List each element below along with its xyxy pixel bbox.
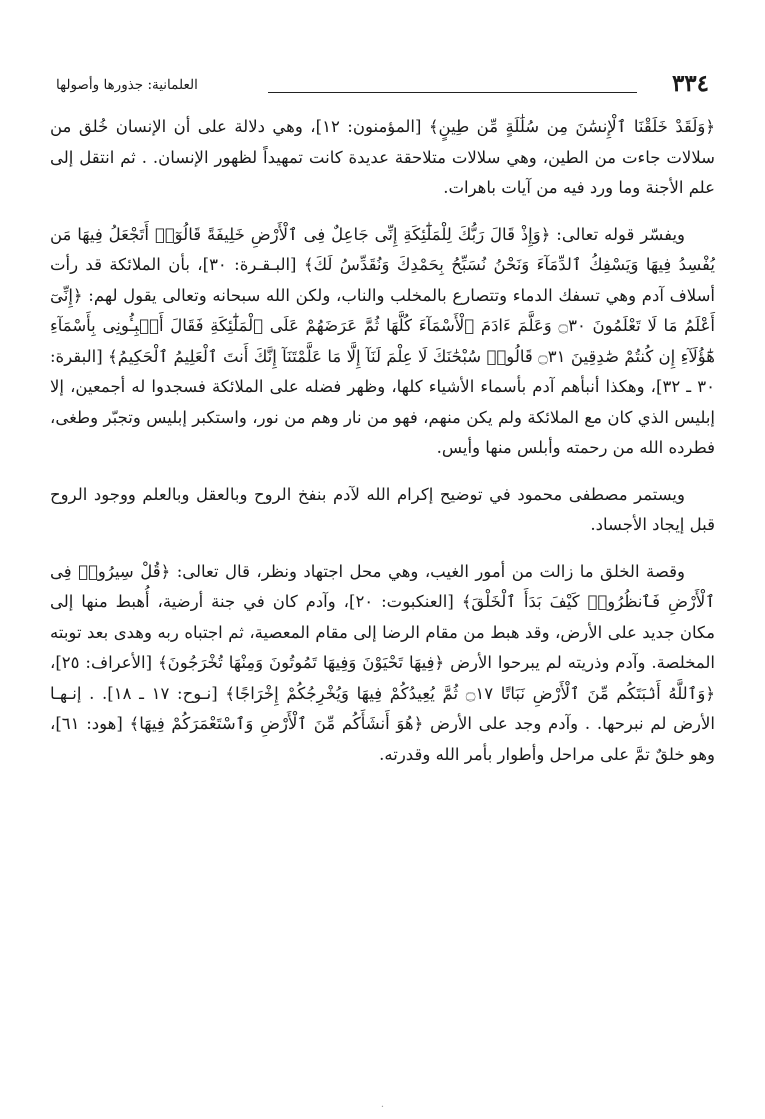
footer-mark: · <box>380 1102 385 1113</box>
header-rule <box>268 92 637 93</box>
paragraph-2: ويفسّر قوله تعالى: ﴿وَإِذْ قَالَ رَبُّكَ لِلْمَلَٰٓئِكَةِ إِنِّى جَاعِلٌ فِى ٱلْأَرْضِ خَلِيفَةً قَالُوٓا۟ أَتَجْعَلُ فِيهَا مَن يُفْسِدُ فِيهَا وَيَسْفِكُ ٱلدِّمَآءَ وَنَحْنُ نُسَبِّحُ بِحَمْدِكَ وَنُقَدِّسُ لَكَ﴾ [البـقـرة: ٣٠]، بأن الملائكة قد رأت أسلاف آدم وهي تسفك الدماء وتتصارع بالمخلب والناب، ولكن الله سبحانه وتعالى يقول لهم: ﴿إِنِّىٓ أَعْلَمُ مَا لَا تَعْلَمُونَ ۝٣٠ وَعَلَّمَ ءَادَمَ ٱلْأَسْمَآءَ كُلَّهَا ثُمَّ عَرَضَهُمْ عَلَى ٱلْمَلَٰٓئِكَةِ فَقَالَ أَنۢبِـُٔونِى بِأَسْمَآءِ هَٰٓؤُلَآءِ إِن كُنتُمْ صَٰدِقِينَ ۝٣١ قَالُوا۟ سُبْحَٰنَكَ لَا عِلْمَ لَنَآ إِلَّا مَا عَلَّمْتَنَآ إِنَّكَ أَنتَ ٱلْعَلِيمُ ٱلْحَكِيمُ﴾ [البقرة: ٣٠ ـ ٣٢]، وهكذا أنبأهم آدم بأسماء الأشياء كلها، وظهر فضله على الملائكة فسجدوا له أجمعين، إلا إبليس الذي كان مع الملائكة ولم يكن منهم، فهو من نار وهم من نور، واستكبر إبليس وتجبّر وطغى، فطرده الله من رحمته وأبلس منها وأيس. <box>50 224 716 457</box>
book-page <box>46 0 719 1119</box>
paragraph-1: ﴿وَلَقَدْ خَلَقْنَا ٱلْإِنسَٰنَ مِن سُلَٰلَةٍ مِّن طِينٍ﴾ [المؤمنون: ١٢]، وهي دلالة على أن الإنسان خُلق من سلالات جاءت من الطين، وهي سلالات متلاحقة عديدة كانت تمهيداً لظهور الإنسان. . ثم انتقل إلى علم الأجنة وما ورد فيه من آيات باهرات. <box>50 117 715 197</box>
paragraph-3: ويستمر مصطفى محمود في توضيح إكرام الله لآدم بنفخ الروح وبالعقل وبالعلم ووجود الروح قبل إيجاد الأجساد. <box>50 484 715 534</box>
running-header <box>46 66 719 102</box>
paragraph-4: وقصة الخلق ما زالت من أمور الغيب، وهي محل اجتهاد ونظر، قال تعالى: ﴿قُلْ سِيرُوا۟ فِى ٱلْأَرْضِ فَٱنظُرُوا۟ كَيْفَ بَدَأَ ٱلْخَلْقَ﴾ [العنكبوت: ٢٠]، وآدم كان في جنة أرضية، أُهبط منها إلى مكان جديد على الأرض، وقد هبط من مقام الرضا إلى مقام المعصية، ثم اجتباه ربه وهدى بعد توبته المخلصة. وآدم وذريته لم يبرحوا الأرض ﴿فِيهَا تَحْيَوْنَ وَفِيهَا تَمُوتُونَ وَمِنْهَا تُخْرَجُونَ﴾ [الأعراف: ٢٥]، ﴿وَٱللَّهُ أَنۢبَتَكُم مِّنَ ٱلْأَرْضِ نَبَاتًا ۝١٧ ثُمَّ يُعِيدُكُمْ فِيهَا وَيُخْرِجُكُمْ إِخْرَاجًا﴾ [نـوح: ١٧ ـ ١٨]. . إنـهـا الأرض لم نبرحها. . وآدم وجد على الأرض ﴿هُوَ أَنشَأَكُم مِّنَ ٱلْأَرْضِ وَٱسْتَعْمَرَكُمْ فِيهَا﴾ [هود: ٦١]، وهو خلقٌ تمَّ على مراحل وأطوار بأمر الله وقدرته. <box>50 561 715 764</box>
page-number: ٣٣٤ <box>671 70 709 97</box>
body-text <box>50 112 715 783</box>
running-title: العلمانية: جذورها وأصولها <box>56 77 198 93</box>
